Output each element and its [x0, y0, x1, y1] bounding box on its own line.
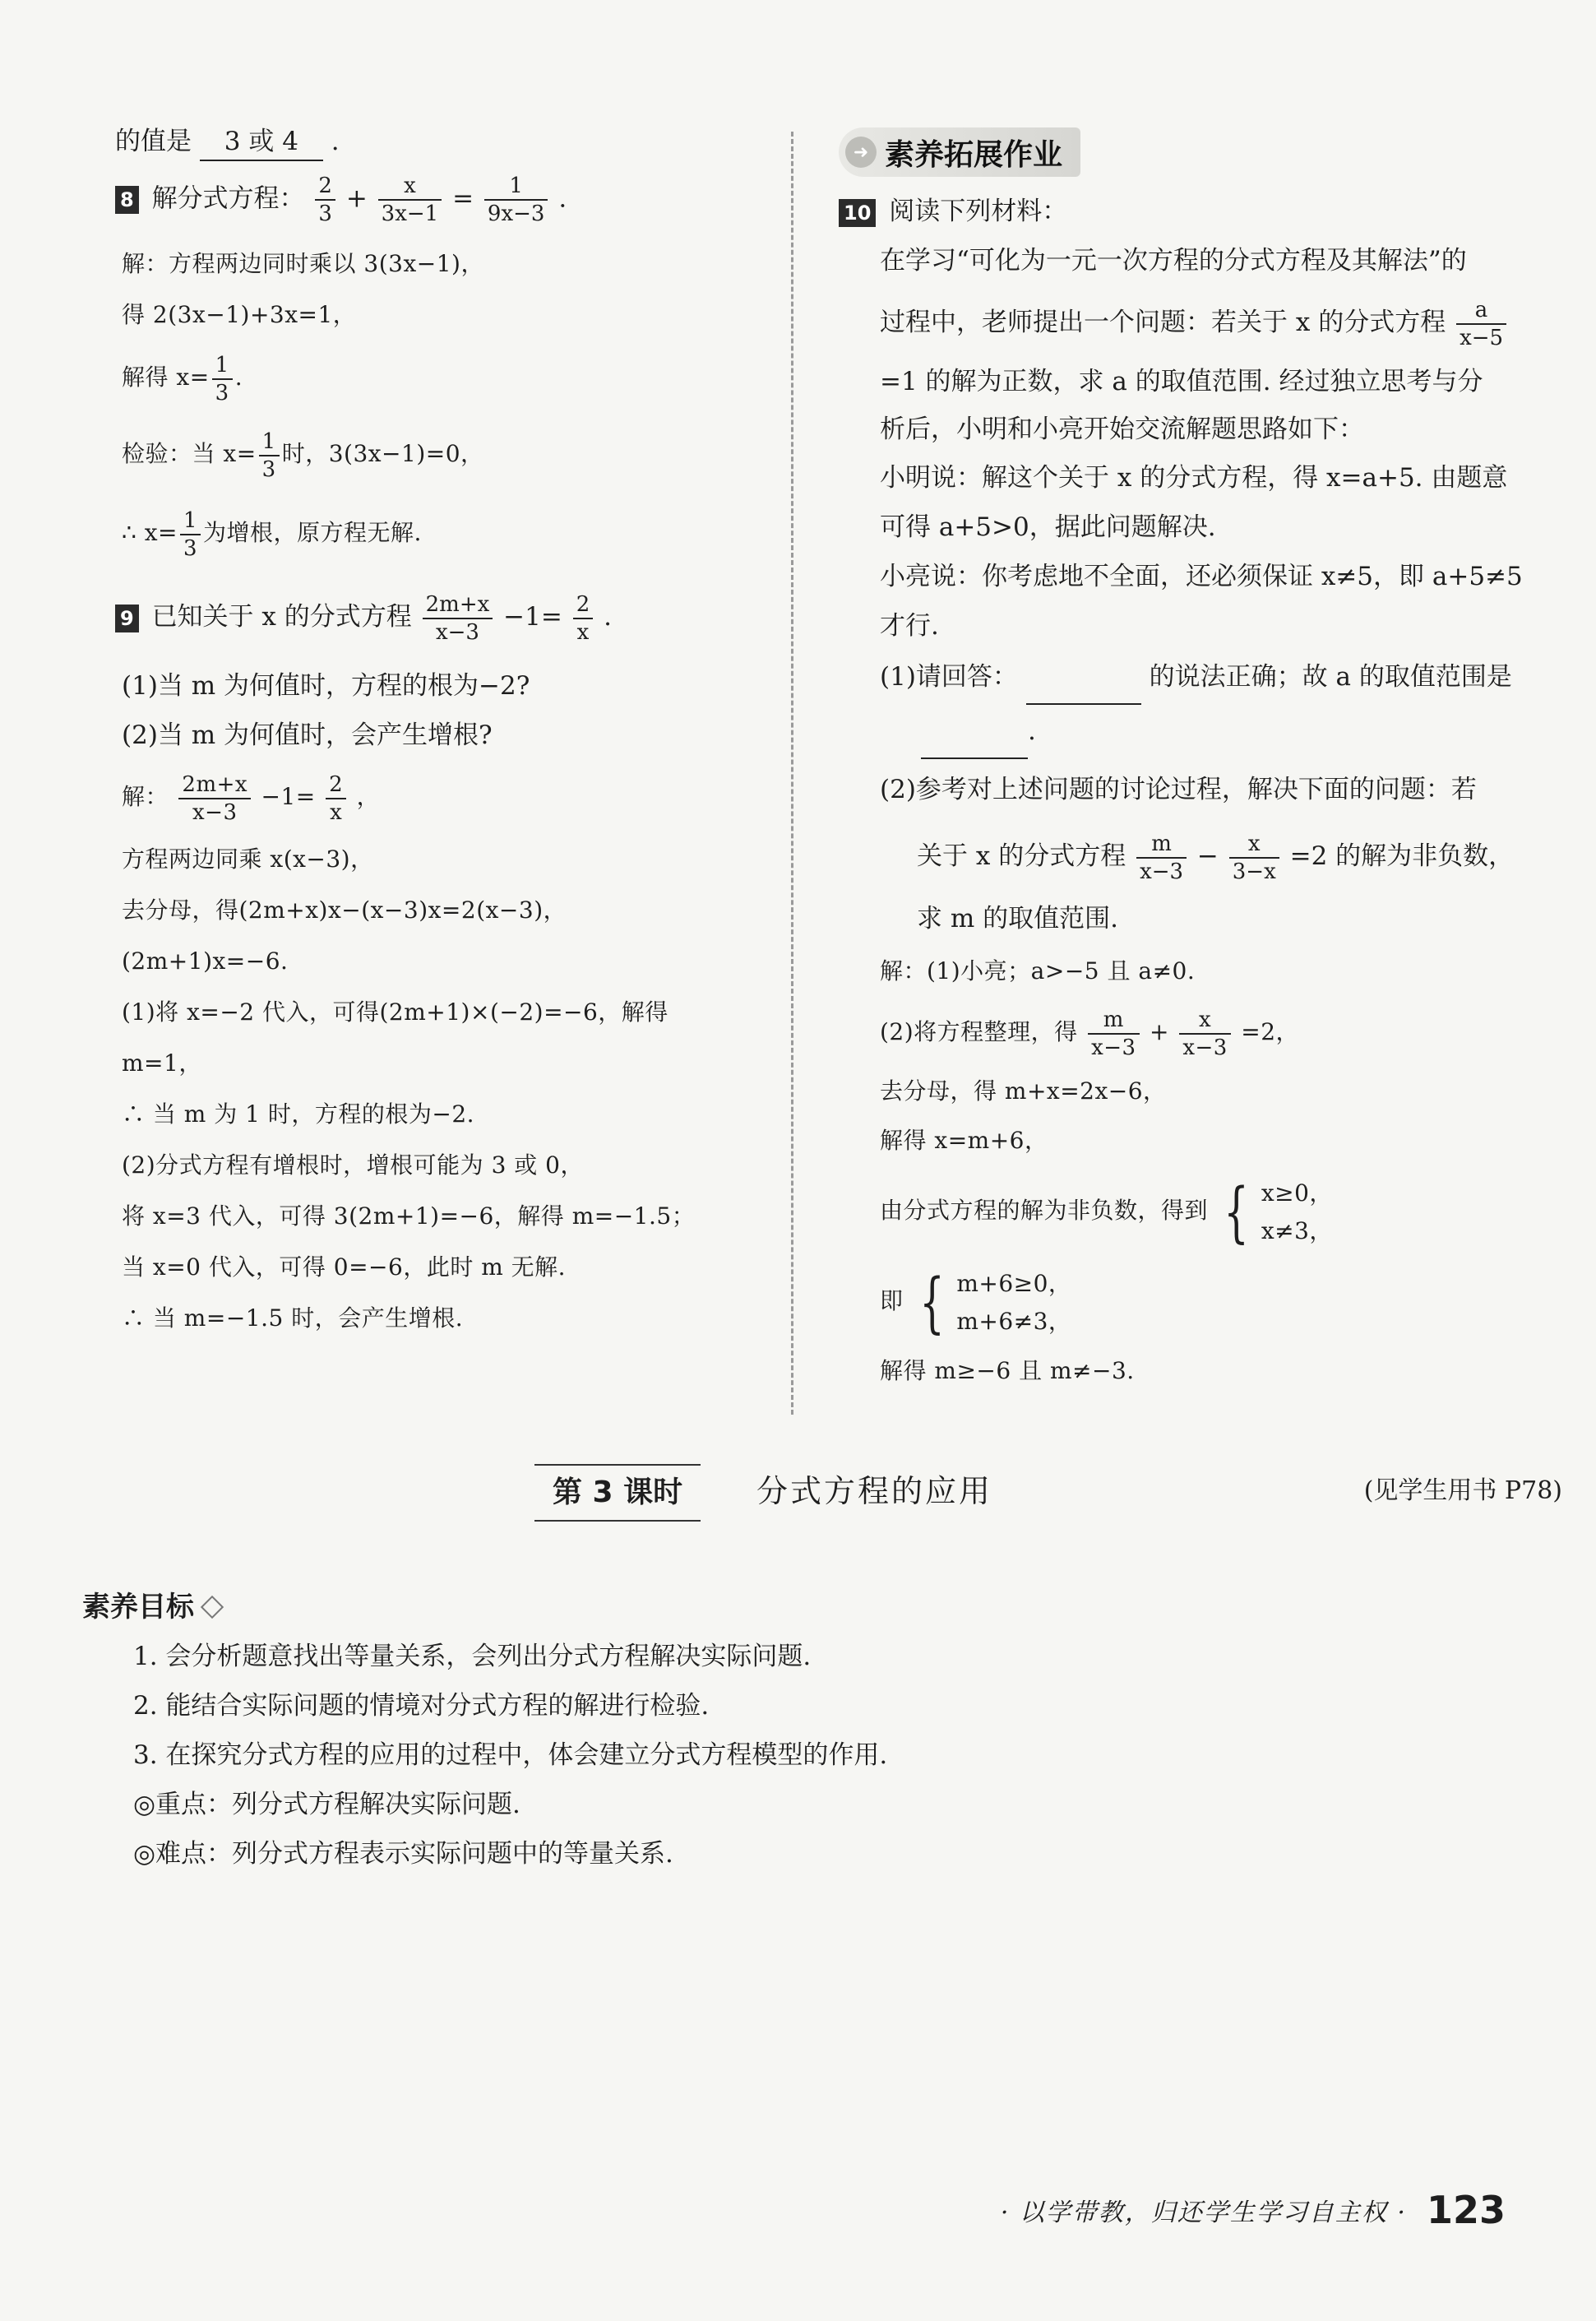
goal-item: ◎重点：列分式方程解决实际问题. [133, 1790, 520, 1819]
p10-answer-line: 由分式方程的解为非负数，得到 { x≥0， x≠3， [880, 1173, 1333, 1250]
p9-solution-line: m=1， [122, 1049, 202, 1077]
p8-solution-line: 解：方程两边同时乘以 3(3x−1)， [122, 250, 484, 277]
p10-material-line: 才行. [880, 611, 939, 641]
p10-answer-line: 去分母，得 m+x=2x−6， [880, 1077, 1167, 1105]
page-number: 123 [1426, 2188, 1506, 2232]
p10-question-1-blank: . [839, 705, 1497, 759]
goal-item: ◎难点：列分式方程表示实际问题中的等量关系. [133, 1839, 673, 1869]
lesson-title: 分式方程的应用 [756, 1473, 993, 1509]
p10-material-line: 过程中，老师提出一个问题：若关于 x 的分式方程 $\frac{a}{x-5}$ [839, 287, 1497, 358]
p9-solution-line: ∴ 当 m=−1.5 时，会产生增根. [122, 1304, 464, 1332]
problem-number-badge: 10 [839, 199, 876, 227]
p10-answer-line: 即 { m+6≥0， m+6≠3， [880, 1263, 1072, 1341]
p10-question-1: (1)请回答： 的说法正确；故 a 的取值范围是 [839, 651, 1497, 705]
lesson-reference: (见学生用书 P78) [1363, 1476, 1562, 1505]
p10-question-2: (2)参考对上述问题的讨论过程，解决下面的问题：若 [880, 775, 1477, 804]
goal-item: 2. 能结合实际问题的情境对分式方程的解进行检验. [133, 1691, 710, 1721]
p10-answer-line: (2)将方程整理，得 $\frac{m}{x-3}$ + $\frac{x}{x-3}$ =2， [880, 1007, 1300, 1060]
arrow-right-icon: ➜ [845, 137, 877, 168]
problem-8: 8 解分式方程： $\frac{2}{3}$ + $\frac{x}{3x-1}$ = $\frac{1}{9x-3}$ . [115, 173, 773, 227]
p10-material-line: 小明说：解这个关于 x 的分式方程，得 x=a+5. 由题意 [880, 463, 1508, 493]
lesson-number: 第 3 课时 [534, 1464, 701, 1522]
p9-question-1: (1)当 m 为何值时，方程的根为−2? [122, 671, 530, 701]
section-heading [839, 127, 1497, 177]
p10-question-2-line: 求 m 的取值范围. [917, 904, 1118, 933]
goal-item: 3. 在探究分式方程的应用的过程中，体会建立分式方程模型的作用. [133, 1740, 888, 1770]
p9-question-2: (2)当 m 为何值时，会产生增根? [122, 720, 493, 750]
p10-material-line: 析后，小明和小亮开始交流解题思路如下： [880, 415, 1364, 444]
p9-solution-line: (2m+1)x=−6. [122, 947, 289, 975]
p10-answer-line: 解得 x=m+6， [880, 1127, 1048, 1154]
p10-material-line: 在学习“可化为一元一次方程的分式方程及其解法”的 [880, 246, 1467, 276]
problem-7-tail: 的值是 3 或 4 . [115, 123, 773, 161]
goals-title: 素养目标 [82, 1587, 220, 1627]
p10-material-line: =1 的解为正数，求 a 的取值范围. 经过独立思考与分 [880, 367, 1483, 396]
problem-10: 10 阅读下列材料： [839, 188, 1497, 234]
p9-solution-line: 去分母，得(2m+x)x−(x−3)x=2(x−3)， [122, 896, 567, 924]
p9-solution-line: (2)分式方程有增根时，增根可能为 3 或 0， [122, 1151, 584, 1179]
p9-solution-line: 解： $\frac{2m+x}{x-3}$ −1= $\frac{2}{x}$ ， [122, 771, 381, 825]
footer-slogan: · 以学带教，归还学生学习自主权 · [1000, 2198, 1407, 2227]
p8-solution-line: 解得 x= $\frac{1}{3}$ . [122, 352, 243, 405]
lesson-header [534, 1464, 1562, 1522]
diamond-icon [201, 1596, 224, 1619]
p9-solution-line: 方程两边同乘 x(x−3)， [122, 845, 374, 873]
column-divider [791, 132, 793, 1415]
left-column [115, 123, 773, 1344]
problem-number-badge: 8 [115, 186, 139, 214]
section-tag: ➜ 素养拓展作业 [839, 127, 1080, 177]
p10-answer-line: 解：(1)小亮；a>−5 且 a≠0. [880, 957, 1196, 984]
fraction: $\frac{1}{9x-3}$ [484, 173, 548, 227]
right-column [839, 127, 1523, 1396]
p10-answer-line: 解得 m≥−6 且 m≠−3. [880, 1357, 1135, 1384]
p10-material-line: 可得 a+5>0，据此问题解决. [880, 512, 1216, 542]
p9-solution-line: ∴ 当 m 为 1 时，方程的根为−2. [122, 1100, 475, 1128]
fraction: $\frac{2}{3}$ [315, 173, 335, 227]
p8-solution-line: 得 2(3x−1)+3x=1， [122, 301, 357, 328]
problem-number-badge: 9 [115, 605, 139, 632]
fraction: $\frac{x}{3x-1}$ [378, 173, 442, 227]
page-footer [1001, 2188, 1506, 2232]
problem-9: 9 已知关于 x 的分式方程 $\frac{2m+x}{x-3}$ −1= $\frac{2}{x}$ . [115, 584, 773, 650]
equation-system: { x≥0， x≠3， [1224, 1173, 1333, 1250]
equation-system: { m+6≥0， m+6≠3， [919, 1263, 1072, 1341]
p9-solution-line: 将 x=3 代入，可得 3(2m+1)=−6，解得 m=−1.5； [122, 1202, 696, 1230]
p8-solution-line: ∴ x= $\frac{1}{3}$ 为增根，原方程无解. [122, 507, 422, 561]
p10-material-line: 小亮说：你考虑地不全面，还必须保证 x≠5，即 a+5≠5 [880, 562, 1523, 591]
p10-question-2-line: 关于 x 的分式方程 $\frac{m}{x-3}$ − $\frac{x}{3-x}$ =2 的解为非负数， [917, 831, 1515, 884]
goal-item: 1. 会分析题意找出等量关系，会列出分式方程解决实际问题. [133, 1642, 812, 1671]
p9-solution-line: (1)将 x=−2 代入，可得(2m+1)×(−2)=−6，解得 [122, 998, 668, 1026]
learning-goals [82, 1587, 1529, 1879]
p9-solution-line: 当 x=0 代入，可得 0=−6，此时 m 无解. [122, 1253, 567, 1281]
answer-blank: 3 或 4 [200, 123, 323, 161]
p8-solution-line: 检验：当 x= $\frac{1}{3}$ 时，3(3x−1)=0， [122, 429, 484, 482]
